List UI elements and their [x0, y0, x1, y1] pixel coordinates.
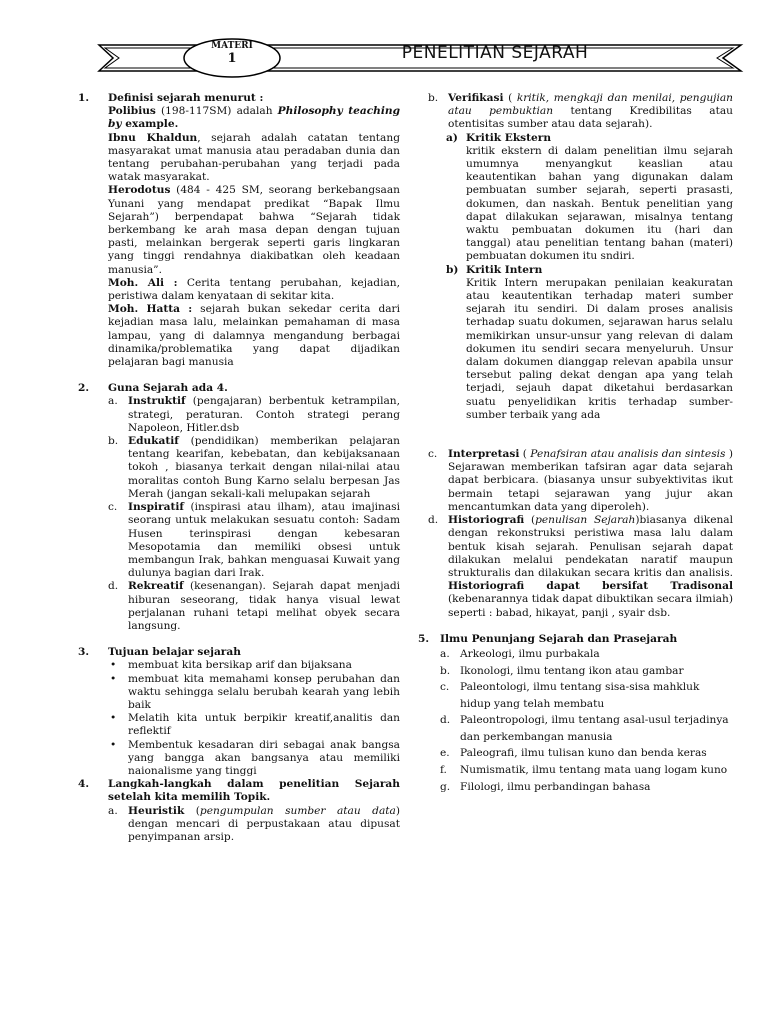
list-item [108, 501, 400, 580]
item-marker: a. [108, 804, 118, 817]
bullet-icon: • [110, 659, 117, 672]
item-text: ) Sejarawan memberikan tafsiran agar data sejarah dapat berbicara. (biasanya unsur subyektivitas ikut bermain tetapi sejarawan yang jujur akan mencantumkan data yang diperoleh). [448, 448, 733, 513]
item-paren-close: ) [395, 804, 400, 817]
list-item [108, 739, 400, 779]
list-item [440, 762, 733, 779]
item-text: Filologi, ilmu perbandingan bahasa [460, 780, 651, 793]
item-text: Paleontropologi, ilmu tentang asal-usul terjadinya dan perkembangan manusia [460, 714, 729, 743]
kritik-list [428, 132, 733, 422]
item-marker: c. [428, 448, 438, 461]
item-marker: a. [108, 395, 118, 408]
section-number: 2. [78, 382, 90, 395]
item-text: Membentuk kesadaran diri sebagai anak bangsa yang bangga akan bangsanya atau memiliki naionalisme yang tinggi [128, 738, 400, 777]
list-item [108, 395, 400, 435]
def-name: Ibnu Khaldun [108, 131, 198, 144]
item-text: Arkeologi, ilmu purbakala [460, 647, 600, 660]
item-marker: a. [440, 647, 450, 660]
item-text: (inspirasi atau ilham), atau imajinasi seorang untuk melakukan sesuatu contoh: Sadam Husen terinspirasi dengan kebesaran Mesopotamia dan memiliki obsesi untuk membangun Irak, bahkan menguasai Kuwait yang dulunya bagian dari Irak. [128, 501, 400, 580]
item-marker: b) [446, 263, 459, 276]
page-title: PENELITIAN SEJARAH [401, 43, 589, 63]
item-paren: ( [184, 804, 200, 817]
list-item [440, 712, 733, 745]
section-tujuan [78, 646, 400, 778]
list-item [440, 663, 733, 680]
section-number: 1. [78, 92, 90, 104]
materi-number: 1 [227, 51, 237, 66]
section-heading: Ilmu Penunjang Sejarah dan Prasejarah [440, 632, 678, 645]
def-name: Polibius [108, 105, 156, 118]
section-heading: Langkah-langkah dalam penelitian Sejarah setelah kita memilih Topik. [108, 778, 400, 804]
item-italic: penulisan Sejarah [535, 514, 636, 527]
list-item [108, 673, 400, 713]
def-name: Moh. Hatta : [108, 303, 193, 316]
item-marker: f. [440, 764, 447, 777]
item-text: membuat kita bersikap arif dan bijaksana [128, 659, 352, 672]
list-item [108, 659, 400, 672]
left-column [78, 92, 400, 844]
section-definisi [78, 92, 400, 369]
item-marker: c. [108, 501, 118, 514]
item-text: tentang Kredibilitas atau otentisitas sumber atau data sejarah). [448, 105, 733, 131]
def-name: Herodotus [108, 184, 171, 197]
item-paren-close: ) [635, 514, 640, 527]
item-term: Heuristik [128, 804, 185, 817]
section-number: 5. [418, 632, 430, 645]
def-polibius [108, 105, 400, 131]
item-term: Rekreatif [128, 580, 184, 593]
item-italic: kritik, mengkaji dan menilai, pengujian atau pembuktian [448, 92, 733, 118]
item-text: (pendidikan) memberikan pelajaran tentang kearifan, kebebatan, dan kebijaksanaan tokoh , biasanya terkait dengan nilai-nilai atau moralitas contoh Bung Karno selalu berpesan Jas Merah (jangan sekali-kali melupakan sejarah [128, 435, 400, 500]
item-term: Historiografi [448, 514, 525, 527]
section-number: 4. [78, 778, 90, 791]
page-header [95, 37, 747, 79]
materi-label: MATERI [211, 41, 253, 51]
item-text-end: (kebenarannya tidak dapat dibuktikan secara ilmiah) seperti : babad, hikayat, panji , syair dsb. [448, 593, 734, 619]
def-text: (484 - 425 SM, seorang berkebangsaan Yunani yang mendapat predikat “Bapak Ilmu Sejarah”) berpendapat bahwa “Sejarah tidak berkembang ke arah masa depan dengan tujuan pasti, melainkan bergerak seperti garis lingkaran yang tinggi rendahnya diakibatkan oleh keadaan manusia”. [108, 184, 400, 276]
item-marker: d. [108, 580, 119, 593]
list-item [108, 712, 400, 738]
item-term: Kritik Ekstern [466, 131, 552, 144]
item-text: kritik ekstern di dalam penelitian ilmu sejarah umumnya menyangkut keaslian atau keautentikan bahan yang digunakan dalam pembuatan sumber sejarah, seperti prasasti, dokumen, dan naskah. Bentuk penelitian yang dapat dilakukan sejarawan, misalnya tentang waktu pembuatan dokumen itu (hari dan tanggal) atau penelitian tentang bahan (materi) pembuatan dokumen itu sndiri. [466, 144, 733, 263]
item-term: Instruktif [128, 395, 186, 408]
item-text: (pengajaran) berbentuk ketrampilan, strategi, peraturan. Contoh strategi perang Napoleon, Hitler.dsb [128, 395, 400, 434]
item-text: Melatih kita untuk berpikir kreatif,analitis dan reflektif [128, 712, 400, 738]
item-marker: a) [446, 131, 458, 144]
list-item [108, 435, 400, 501]
item-text: Paleontologi, ilmu tentang sisa-sisa mahkluk hidup yang telah membatu [460, 681, 700, 710]
section-heading: Definisi sejarah menurut : [108, 92, 264, 104]
list-item [440, 679, 733, 712]
item-term: Kritik Intern [466, 263, 543, 276]
step-historiografi [428, 514, 733, 620]
def-herodotus [108, 184, 400, 276]
item-marker: c. [440, 681, 450, 694]
bullet-icon: • [110, 672, 117, 685]
section-ilmu-penunjang [418, 633, 733, 796]
item-paren: ( [519, 448, 531, 461]
item-marker: d. [428, 514, 439, 527]
step-verifikasi [428, 92, 733, 132]
item-marker: b. [440, 664, 451, 677]
step-interpretasi [428, 448, 733, 514]
item-text: biasanya dikenal dengan rekonstruksi peristiwa masa lalu dalam bentuk kisah sejarah. Penulisan sejarah dapat dilakukan melalui pendekatan naratif maupun strukturalis dan dilakukan secara kritis dan analisis. [448, 514, 733, 579]
bullet-icon: • [110, 738, 117, 751]
def-text: , sejarah adalah catatan tentang masyarakat umat manusia atau peradaban dunia dan tentang perubahan-perubahan yang terjadi pada watak masyarakat. [108, 131, 400, 184]
item-marker: g. [440, 780, 451, 793]
item-text-bold: Historiografi dapat bersifat Tradisonal [448, 580, 733, 593]
item-italic: Penafsiran atau analisis dan sintesis [530, 448, 726, 461]
item-marker: e. [440, 747, 450, 760]
def-text: (198-117SM) adalah [155, 105, 278, 118]
def-text-end: example. [121, 118, 179, 131]
list-item [108, 580, 400, 633]
section-number: 3. [78, 646, 90, 659]
def-phrase: Philosophy teaching by [108, 105, 400, 131]
bullet-icon: • [110, 712, 117, 725]
kritik-intern [446, 264, 733, 422]
section-heading: Tujuan belajar sejarah [108, 646, 241, 659]
item-text: dengan mencari di perpustakaan atau dipusat penyimpanan arsip. [128, 817, 400, 843]
item-text: (kesenangan). Sejarah dapat menjadi hiburan seseorang, tidak hanya visual lewat perjalanan ruhani tetapi melihat obyek secara langsung. [128, 580, 400, 632]
item-text: Ikonologi, ilmu tentang ikon atau gambar [460, 664, 684, 677]
def-text: sejarah bukan sekedar cerita dari kejadian masa lalu, melainkan pemahaman di masa lampau, yang di dalamnya mengandung berbagai dinamika/problematika yang dapat dijadikan pelajaran bagi manusia [108, 303, 400, 369]
item-paren: ( [524, 514, 536, 527]
def-khaldun [108, 132, 400, 185]
item-term: Verifikasi [448, 92, 504, 104]
section-heading: Guna Sejarah ada 4. [108, 382, 228, 395]
kritik-ekstern [446, 132, 733, 264]
item-text: Paleografi, ilmu tulisan kuno dan benda keras [460, 747, 707, 760]
def-name: Moh. Ali : [108, 276, 178, 289]
def-text: Cerita tentang perubahan, kejadian, peristiwa dalam kenyataan di sekitar kita. [108, 276, 400, 303]
item-term: Inspiratif [128, 501, 184, 514]
list-item [440, 745, 733, 762]
item-term: Interpretasi [448, 448, 520, 461]
item-text: Numismatik, ilmu tentang mata uang logam kuno [460, 764, 728, 777]
item-marker: d. [440, 714, 451, 727]
item-paren: ( [503, 92, 517, 104]
item-text: Kritik Intern merupakan penilaian keakuratan atau keautentikan terhadap materi sumber sejarah itu sendiri. Di dalam proses analisis terhadap suatu dokumen, sejarawan harus selalu memikirkan unsur-unsur yang relevan di dalam dokumen itu sendiri secara menyeluruh. Unsur dalam dokumen dianggap relevan apabila unsur tersebut paling dekat dengan apa yang telah terjadi, sejauh dapat diketahui berdasarkan suatu penyelidikan kritis terhadap sumber-sumber terbaik yang ada [466, 276, 733, 421]
item-term: Edukatif [128, 435, 179, 448]
materi-badge [187, 41, 277, 64]
item-marker: b. [108, 435, 119, 448]
def-ali [108, 277, 400, 303]
item-text: membuat kita memahami konsep perubahan dan waktu sehingga selalu berubah kearah yang lebih baik [128, 672, 400, 711]
item-italic: pengumpulan sumber atau data [199, 804, 396, 817]
def-hatta [108, 303, 400, 369]
section-guna [78, 382, 400, 633]
step-heuristik [108, 805, 400, 845]
right-column [418, 92, 734, 795]
list-item [440, 779, 733, 796]
list-item [440, 646, 733, 663]
item-marker: b. [428, 92, 439, 104]
section-langkah [78, 778, 400, 844]
